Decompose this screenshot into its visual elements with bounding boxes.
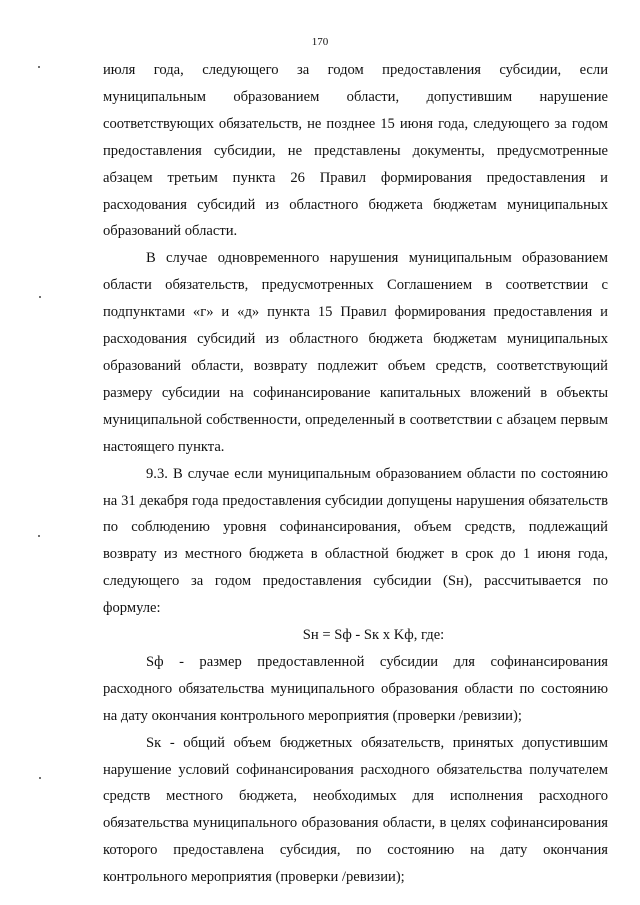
- paragraph-sf-definition: Sф - размер предоставленной субсидии для софинансирования расходного обязательства муниципального образования области по состоянию на дату окончания контрольного мероприятия (проверки /ревизии);: [103, 653, 608, 724]
- paragraph-sk-definition: Sк - общий объем бюджетных обязательств, принятых допустившим нарушение условий софинансирования расходного обязательства получателем средств местного бюджета, необходимых для исполнения расходного обязательства муниципального образования области, в целях софинансирования которого предоставлена субсидия, по состоянию на дату окончания контрольного мероприятия (проверки /ревизии);: [103, 734, 608, 886]
- page-number: 170: [311, 36, 329, 48]
- scan-mark: [39, 296, 41, 298]
- formula: Sн = Sф - Sк х Kф, где:: [302, 627, 445, 644]
- paragraph-continuation: июля года, следующего за годом предоставления субсидии, если муниципальным образованием области, допустившим нарушение соответствующих обязательств, не позднее 15 июня года, следующего за годом предоставления субсидии, не представлены документы, предусмотренные абзацем третьим пункта 26 Правил формирования предоставления и расходования субсидий из областного бюджета бюджетам муниципальных образований области.: [103, 62, 608, 240]
- scan-mark: [38, 66, 40, 68]
- paragraph-simultaneous-violation: В случае одновременного нарушения муниципальным образованием области обязательств, предусмотренных Соглашением в соответствии с подпунктами «г» и «д» пункта 15 Правил формирования предоставления и расходования субсидий из областного бюджета бюджетам муниципальных образований области, возврату подлежит объем средств, соответствующий размеру субсидии на софинансирование капитальных вложений в объекты муниципальной собственности, определенный в соответствии с абзацем первым настоящего пункта.: [103, 250, 608, 455]
- paragraph-9-3: 9.3. В случае если муниципальным образованием области по состоянию на 31 декабря года предоставления субсидии допущены нарушения обязательств по соблюдению уровня софинансирования, объем средств, подлежащий возврату из местного бюджета в областной бюджет в срок до 1 июня года, следующего за годом предоставления субсидии (Sн), рассчитывается по формуле:: [103, 465, 608, 617]
- scan-mark: [38, 535, 40, 537]
- document-body: [103, 57, 608, 891]
- scan-mark: [39, 777, 41, 779]
